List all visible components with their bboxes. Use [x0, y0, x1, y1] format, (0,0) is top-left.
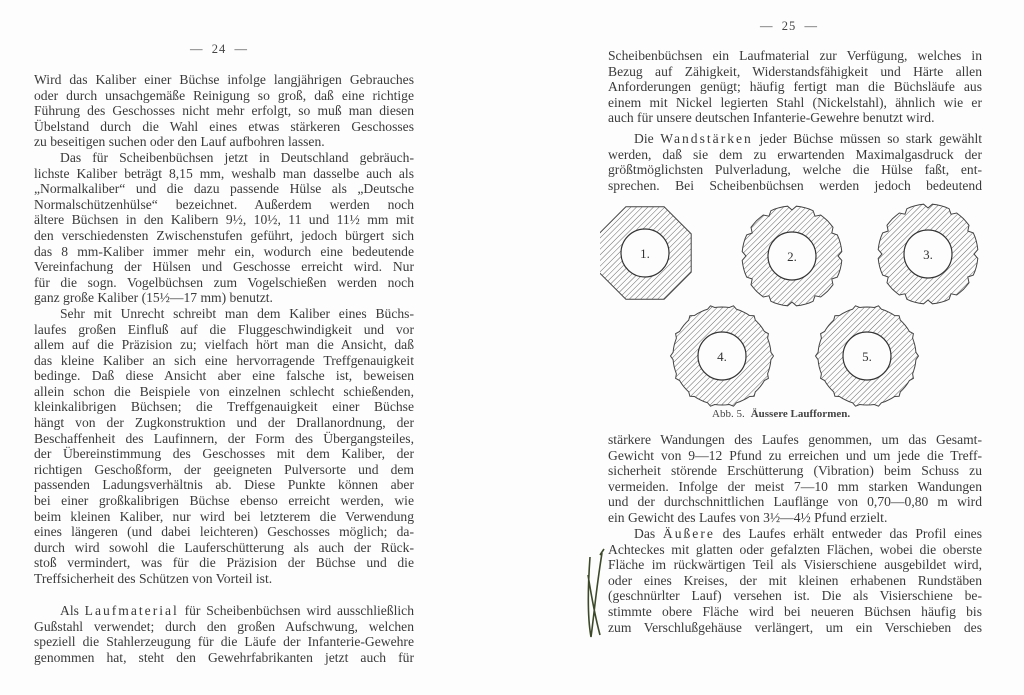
page-number-right: — 25 — [760, 19, 818, 33]
barrel-profile-label: 2. [787, 249, 797, 264]
text-line: Das für Scheibenbüchsen jetzt in Deutschland gebräuch- [60, 149, 414, 165]
text-line: bei einer großkalibrigen Büchse ebenso erreicht werden, wie [34, 493, 414, 509]
text-line: der Übereinstimmung des Geschosses mit dem Kaliber, der [34, 446, 414, 462]
text-line: (geschnürlter Lauf) versehen ist. Die als Visierschiene be- [608, 588, 982, 604]
text-line: beim kleinen Kaliber, nur wird bei letzterem die Verwendung [34, 508, 414, 524]
text-line: durch wird sowohl die Lauferschütterung als auch der Rück- [34, 539, 414, 555]
figure-barrel-profiles [600, 198, 1000, 423]
text-line: Gewicht von 9—12 Pfund zu erreichen und um jede die Treff- [608, 447, 982, 463]
text-line: eines längeren (und dabei leichteren) Geschosses möglich; da- [34, 524, 414, 540]
text-line: ganz große Kaliber (15½—17 mm) benutzt. [34, 290, 273, 306]
text-line: lichste Kaliber beträgt 8,15 mm, weshalb man dasselbe auch als [34, 165, 414, 181]
barrel-profile-label: 5. [862, 349, 872, 364]
text-line: sicherheit störende Erschütterung (Vibration) beim Schuss zu [608, 463, 982, 479]
text-line: Übelstand durch die Wahl eines etwas stärkeren Geschosses [34, 118, 414, 134]
barrel-profile-5 [816, 306, 919, 406]
text-fragment: für Scheibenbüchsen wird ausschließlich [178, 603, 414, 618]
barrel-profile-label: 1. [640, 246, 650, 261]
text-fragment: Das [634, 526, 663, 541]
text-line [34, 603, 414, 619]
text-fragment: Die [634, 131, 661, 146]
text-line: Wird das Kaliber einer Büchse infolge langjährigen Gebrauches [34, 72, 414, 87]
spaced-term: Äußere [662, 526, 715, 541]
text-line: bedinge. Daß diese Ansicht aber eine falsche ist, beweisen [34, 368, 414, 384]
right-text-block-2-lines [608, 147, 982, 194]
right-text-block-1 [608, 48, 982, 126]
barrel-profile-label: 4. [717, 349, 727, 364]
page-number-left: — 24 — [190, 42, 248, 56]
left-text-block-2 [34, 603, 414, 665]
figure-caption [712, 408, 850, 420]
barrel-profile-4 [671, 306, 774, 406]
text-line: Fläche im rückwärtigen Teil als Visierschiene ausgebildet wird, [608, 557, 982, 573]
text-line: richtigen Geschoßform, der geeigneten Pulversorte und dem [34, 461, 414, 477]
text-line: Normalschützenhülse“ bezeichnet. Außerdem werden noch [34, 196, 414, 212]
figure-caption-title: Äussere Laufformen. [750, 408, 851, 420]
barrel-profile-2 [742, 206, 842, 306]
text-line: den verschiedensten Zwischenstufen geführt, jedoch bürgert sich [34, 227, 414, 243]
text-fragment: Als [60, 603, 85, 618]
right-text-block-3 [608, 432, 982, 526]
barrel-profile-label: 3. [923, 247, 933, 262]
text-line: ein Gewicht des Laufes von 3½—4½ Pfund erzielt. [608, 509, 888, 525]
right-text-block-4 [608, 526, 982, 635]
text-line: einem mit Nickel legierten Stahl (Nickelstahl), ähnlich wie er [608, 94, 982, 110]
text-line: „Normalkaliber“ und die dazu passende Hülse als „Deutsche [34, 181, 414, 197]
text-line: Sehr mit Unrecht schreibt man dem Kaliber eines Büchs- [60, 305, 414, 321]
text-fragment: jeder Büchse müssen so stark gewählt [752, 131, 982, 146]
text-line: zu beseitigen suchen oder den Lauf aufbohren lassen. [34, 134, 325, 150]
figure-caption-label: Abb. 5. [712, 408, 745, 420]
text-line: hängt von der Zugkonstruktion und der Drallanordnung, der [34, 415, 414, 431]
text-line: und der durchschnittlichen Lauflänge von 0,70—0,80 m wird [608, 494, 982, 510]
text-line: stoß vermindert, was für die Präzision der Büchse und die [34, 555, 414, 571]
text-line: Vereinfachung der Hülsen und Geschosse erreicht wird. Nur [34, 259, 414, 275]
text-line: auch für unsere deutschen Infanterie-Gewehre benutzt wird. [608, 110, 935, 126]
right-text-block-2 [608, 131, 982, 193]
text-line: das 8 mm-Kaliber immer mehr ein, wodurch eine bedeutende [34, 243, 414, 259]
right-text-block-4-lines [608, 542, 982, 636]
text-line: genommen hat, steht den Gewehrfabrikanten jetzt auch für [34, 649, 414, 665]
text-line: allem auf die Präzision zu; vielfach hört man die Ansicht, daß [34, 337, 414, 353]
left-text-block-1 [34, 72, 414, 587]
text-line: kleinkalibrigen Büchsen; die Treffgenauigkeit einer Büchse [34, 399, 414, 415]
text-line: Achteckes mit glatten oder gefalzten Flächen, wobei die oberste [608, 541, 982, 557]
text-line: Beschaffenheit des Laufinnern, der Form des Übergangsteiles, [34, 430, 414, 446]
text-line: zum Verschlußgehäuse verlängert, um ein Verschieben des [608, 619, 982, 635]
text-line: größtmöglichsten Pulverladung, welche die Hülse faßt, ent- [608, 162, 982, 178]
barrel-profile-1 [600, 207, 691, 299]
text-line: Treffsicherheit des Schützen von Vorteil ist. [34, 571, 273, 586]
text-line: Anforderungen genügt; häufig fertigt man die Büchsläufe aus [608, 79, 982, 95]
text-line: ältere Büchsen in den Kalibern 9½, 10½, 11 und 11½ mm mit [34, 212, 414, 228]
text-line: werden, daß sie dem zu erwartenden Maximalgasdruck der [608, 146, 982, 162]
text-line: Bezug auf Zähigkeit, Widerstandsfähigkeit und Härte allen [608, 63, 982, 79]
barrel-profile-3 [878, 204, 978, 304]
text-fragment: des Laufes erhält entweder das Profil eines [714, 526, 982, 541]
left-text-block-2-lines [34, 619, 414, 666]
text-line: Führung des Geschosses nicht mehr erfolgt, so muß man diesen [34, 103, 414, 119]
figure-drawing [600, 198, 1000, 408]
text-line: für die sogn. Vogelbüchsen zum Vogelschießen werden noch [34, 274, 414, 290]
handwritten-margin-mark [584, 545, 606, 645]
text-line: sprechen. Bei Scheibenbüchsen werden jedoch bedeutend [608, 177, 982, 193]
text-line: oder eines Kreises, der mit kleinen erhabenen Rundstäben [608, 572, 982, 588]
text-line [608, 526, 982, 542]
text-line: speziell die Stahlerzeugung für die Läufe der Infanterie-Gewehre [34, 634, 414, 650]
text-line: allein schon die Beispiele von einzelnen schlecht schießenden, [34, 383, 414, 399]
spaced-term: Laufmaterial [84, 603, 179, 618]
text-line: Gußstahl verwendet; durch den großen Aufschwung, welchen [34, 618, 414, 634]
text-line: oder durch unsachgemäße Reinigung so groß, daß eine richtige [34, 87, 414, 103]
spaced-term: Wandstärken [660, 131, 753, 146]
text-line [608, 131, 982, 147]
text-line: Scheibenbüchsen ein Laufmaterial zur Verfügung, welches in [608, 48, 982, 63]
text-line: passenden Ladungsverhältnis ab. Diese Punkte können aber [34, 477, 414, 493]
text-line: stimmte obere Fläche wird bei neueren Büchsen häufig bis [608, 603, 982, 619]
text-line: das kleine Kaliber an sich eine hervorragende Treffgenauigkeit [34, 352, 414, 368]
text-line: stärkere Wandungen des Laufes genommen, um das Gesamt- [608, 432, 982, 447]
text-line: vermeiden. Infolge der meist 7—10 mm starken Wandungen [608, 478, 982, 494]
text-line: laufes großen Einfluß auf die Fluggeschwindigkeit und vor [34, 321, 414, 337]
